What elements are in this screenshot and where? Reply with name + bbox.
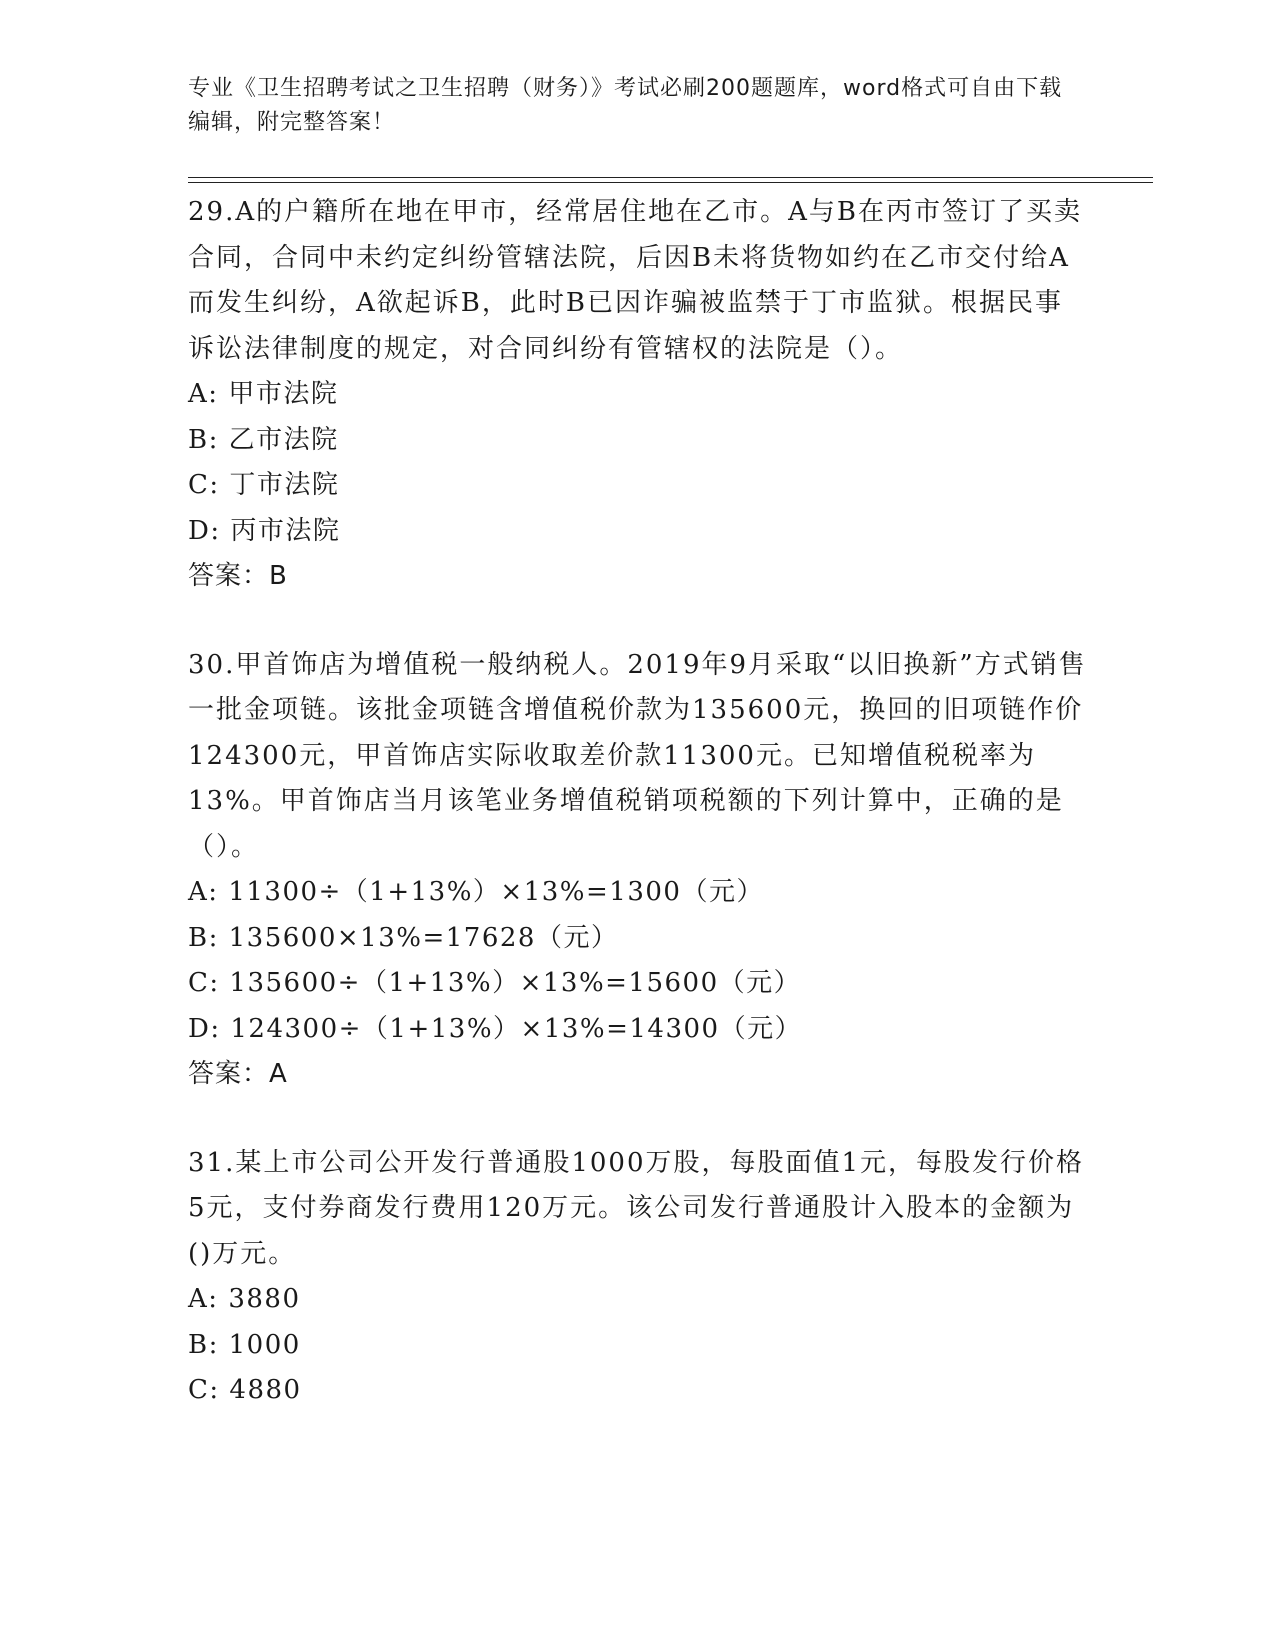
option-letter: A: (188, 1284, 219, 1314)
question-stem: 29.A的户籍所在地在甲市，经常居住地在乙市。A与B在丙市签订了买卖合同，合同中未约定纠纷管辖法院，后因B未将货物如约在乙市交付给A而发生纠纷，A欲起诉B，此时B已因诈骗被监禁于丁市监狱。根据民事诉讼法律制度的规定，对合同纠纷有管辖权的法院是（）。 (188, 197, 1083, 364)
option-a (188, 1277, 1088, 1323)
option-letter: D: (188, 1013, 221, 1044)
option-text: 丁市法院 (229, 470, 340, 500)
option-letter: C: (188, 470, 220, 500)
option-letter: B: (188, 922, 219, 953)
option-c (188, 1368, 1088, 1414)
question-list (188, 190, 1088, 1414)
header-divider (188, 177, 1153, 178)
option-text: 11300÷（1+13%）×13%=1300（元） (228, 877, 764, 907)
option-text: 乙市法院 (228, 424, 339, 455)
option-letter: C: (188, 968, 220, 998)
option-text: 甲市法院 (228, 379, 339, 409)
option-letter: A: (188, 379, 219, 409)
option-letter: A: (188, 877, 219, 907)
question-31 (188, 1141, 1088, 1414)
option-text: 丙市法院 (230, 515, 341, 546)
question-stem: 31.某上市公司公开发行普通股1000万股，每股面值1元，每股发行价格5元，支付券商发行费用120万元。该公司发行普通股计入股本的金额为()万元。 (188, 1147, 1085, 1269)
document-header: 专业《卫生招聘考试之卫生招聘（财务）》考试必刷200题题库，word格式可自由下载编辑，附完整答案！ (188, 76, 1063, 135)
option-d (188, 509, 1088, 555)
option-b (188, 1323, 1088, 1369)
option-letter: B: (188, 424, 219, 455)
question-30 (188, 643, 1088, 1098)
option-text: 135600÷（1+13%）×13%=15600（元） (229, 968, 802, 998)
question-29 (188, 190, 1088, 600)
option-text: 3880 (228, 1284, 301, 1314)
question-stem: 30.甲首饰店为增值税一般纳税人。2019年9月采取“以旧换新”方式销售一批金项链。该批金项链含增值税价款为135600元，换回的旧项链作价124300元，甲首饰店实际收取差价款11300元。已知增值税税率为13%。甲首饰店当月该笔业务增值税销项税额的下列计算中，正确的是（）。 (188, 649, 1087, 862)
option-text: 1000 (228, 1329, 301, 1360)
option-a (188, 870, 1088, 916)
option-c (188, 463, 1088, 509)
option-b (188, 418, 1088, 464)
option-text: 135600×13%=17628（元） (228, 922, 619, 953)
option-text: 4880 (229, 1375, 302, 1405)
header-divider-double (188, 182, 1153, 183)
question-spacer (188, 1098, 1088, 1141)
option-d (188, 1007, 1088, 1053)
question-spacer (188, 600, 1088, 643)
option-c (188, 961, 1088, 1007)
answer-line: 答案：B (188, 561, 288, 591)
option-text: 124300÷（1+13%）×13%=14300（元） (230, 1013, 803, 1044)
option-a (188, 372, 1088, 418)
option-letter: B: (188, 1329, 219, 1360)
answer-line: 答案：A (188, 1059, 288, 1089)
option-letter: C: (188, 1375, 220, 1405)
option-b (188, 916, 1088, 962)
option-letter: D: (188, 515, 221, 546)
